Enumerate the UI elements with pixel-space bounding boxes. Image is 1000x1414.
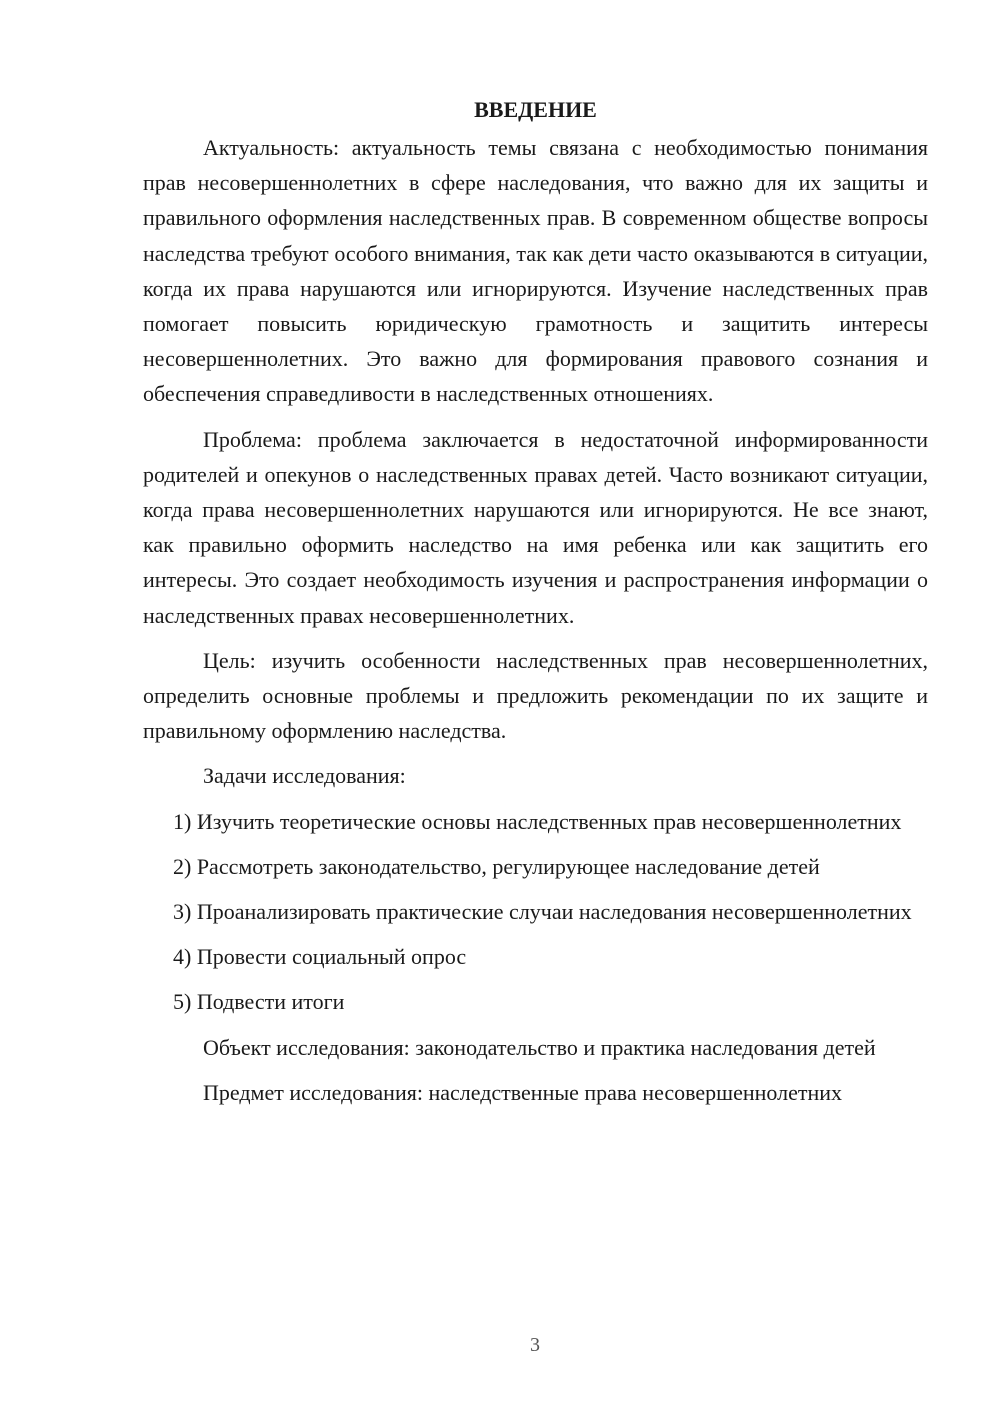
tasks-heading: Задачи исследования: [203, 763, 406, 789]
task-item-3: 3) Проанализировать практические случаи наследования несовершеннолетних [173, 899, 912, 925]
relevance-paragraph: Актуальность: актуальность темы связана с необходимостью понимания прав несовершеннолетних в сфере наследования, что важно для их защиты и правильного оформления наследственных прав. В современном обществе вопросы наследства требуют особого внимания, так как дети часто оказываются в ситуации, когда их права нарушаются или игнорируются. Изучение наследственных прав помогает повысить юридическую грамотность и защитить интересы несовершеннолетних. Это важно для формирования правового сознания и обеспечения справедливости в наследственных отношениях. [143, 135, 928, 407]
page-title: ВВЕДЕНИЕ [474, 97, 597, 122]
goal-paragraph: Цель: изучить особенности наследственных прав несовершеннолетних, определить основные проблемы и предложить рекомендации по их защите и правильному оформлению наследства. [143, 647, 928, 744]
problem-paragraph: Проблема: проблема заключается в недостаточной информированности родителей и опекунов о наследственных правах детей. Часто возникают ситуации, когда права несовершеннолетних нарушаются или игнорируются. Не все знают, как правильно оформить наследство на имя ребенка или как защитить его интересы. Это создает необходимость изучения и распространения информации о наследственных правах несовершеннолетних. [143, 426, 928, 628]
task-item-1: 1) Изучить теоретические основы наследственных прав несовершеннолетних [173, 808, 902, 834]
document-page [143, 92, 928, 1120]
task-item-5: 5) Подвести итоги [173, 989, 345, 1015]
page-number: 3 [530, 1334, 540, 1356]
task-item-4: 4) Провести социальный опрос [173, 944, 467, 970]
research-object-paragraph: Объект исследования: законодательство и практика наследования детей [203, 1034, 876, 1060]
task-item-2: 2) Рассмотреть законодательство, регулирующее наследование детей [173, 853, 820, 879]
research-subject-paragraph: Предмет исследования: наследственные права несовершеннолетних [203, 1079, 843, 1105]
